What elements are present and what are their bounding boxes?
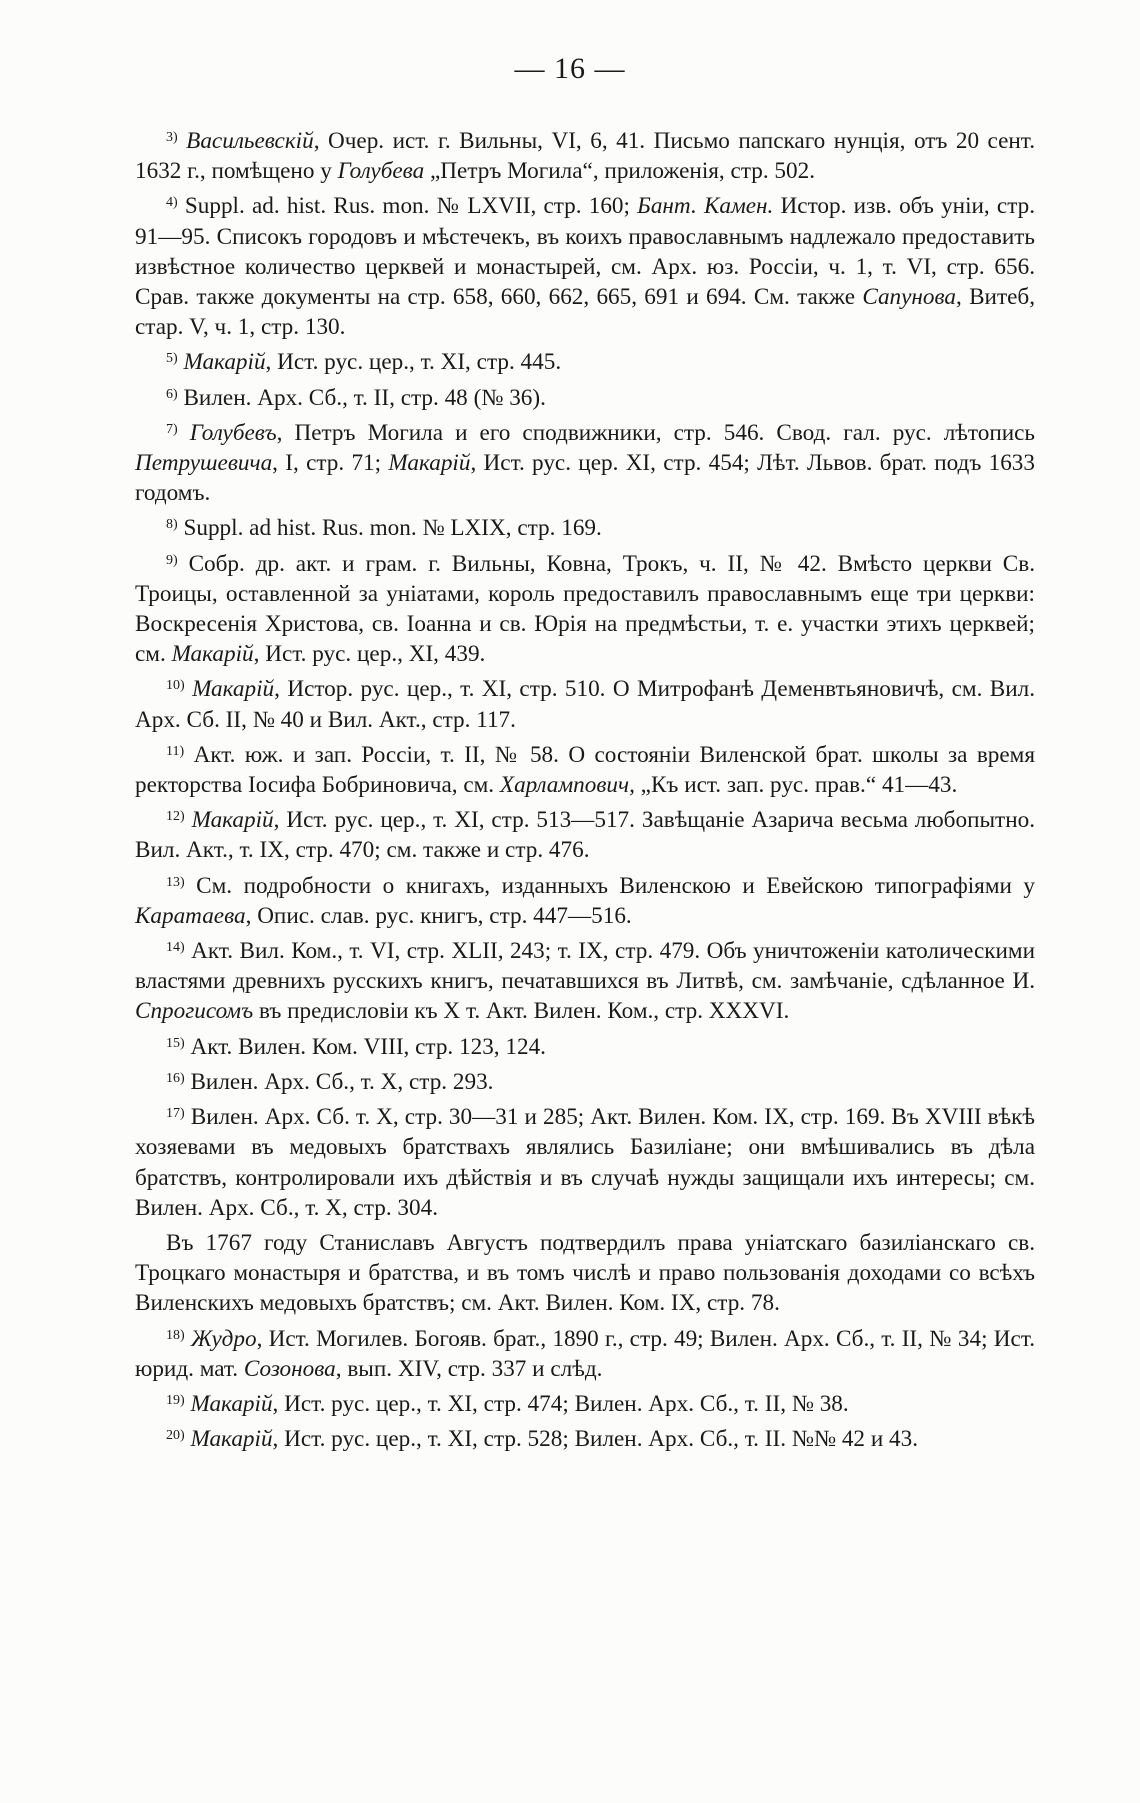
footnote-marker: $^8$ ) bbox=[166, 517, 178, 532]
footnote-author: Бант. Камен. bbox=[637, 193, 774, 220]
footnote-9 bbox=[135, 549, 1035, 670]
footnote-marker: $^9$ ) bbox=[166, 553, 178, 568]
footnote-text: , Ист. рус. цер., XI, 439. bbox=[253, 641, 486, 668]
footnote-author: Макарій bbox=[190, 1426, 273, 1453]
footnote-text: , Ист. рус. цер. XI, стр. 454; Лѣт. Львов. брат. подъ 1633 годомъ. bbox=[135, 450, 1035, 507]
footnote-19 bbox=[135, 1389, 1035, 1419]
footnote-author: Петрушевича bbox=[135, 450, 273, 477]
footnote-text: Suppl. ad hist. Rus. mon. № LXIX, стр. 169. bbox=[183, 515, 602, 542]
footnote-marker: $^{13}$ ) bbox=[166, 875, 185, 890]
footnote-text: въ предисловіи къ X т. Акт. Вилен. Ком., стр. XXXVI. bbox=[253, 998, 790, 1025]
footnote-author: Макарій bbox=[388, 450, 471, 477]
footnote-text: См. подробности о книгахъ, изданныхъ Виленскою и Евейскою типографіями у bbox=[196, 872, 1035, 899]
footnote-marker: $^4$ ) bbox=[166, 195, 178, 210]
footnote-14 bbox=[135, 936, 1035, 1027]
footnote-text: , Ист. Могилев. Богояв. брат., 1890 г., стр. 49; Вилен. Арх. Сб., т. II, № 34; Ист. юрид. мат. bbox=[135, 1325, 1036, 1382]
footnote-text: , I, стр. 71; bbox=[272, 450, 389, 477]
footnote-marker: $^{11}$ ) bbox=[166, 744, 184, 759]
footnote-author: Каратаева bbox=[135, 902, 246, 929]
footnotes-block bbox=[135, 126, 1035, 1459]
footnote-marker: $^{14}$ ) bbox=[166, 940, 185, 955]
footnote-marker: $^7$ ) bbox=[166, 422, 178, 437]
footnote-marker: $^5$ ) bbox=[166, 351, 178, 366]
footnote-text: Акт. юж. и зап. Россіи, т. II, № 58. О состояніи Виленской брат. школы за время ректорства Іосифа Бобриновича, см. bbox=[135, 741, 1035, 799]
footnote-text: Собр. др. акт. и грам. г. Вильны, Ковна, Трокъ, ч. II, № 42. Вмѣсто церкви Св. Троицы, оставленной за уніатами, король предоставилъ православнымъ еще три церкви: Воскресенія Христова, св. Іоанна и св. Юрія на предмѣстьи, т. е. участки этихъ церквей; см. bbox=[135, 550, 1035, 668]
footnote-author: Макарій bbox=[190, 1390, 273, 1417]
footnote-continuation bbox=[135, 1228, 1035, 1319]
footnote-author: Васильевскій bbox=[186, 128, 314, 154]
footnote-marker: $^6$ ) bbox=[166, 387, 178, 402]
footnote-10 bbox=[135, 674, 1035, 734]
footnote-marker: $^{10}$ ) bbox=[166, 678, 185, 693]
footnote-text: , вып. XIV, стр. 337 и слѣд. bbox=[335, 1355, 603, 1382]
footnote-18 bbox=[135, 1324, 1035, 1384]
footnote-text: , Ист. рус. цер., т. XI, стр. 474; Вилен. Арх. Сб., т. II, № 38. bbox=[272, 1390, 849, 1417]
footnote-marker: $^{17}$ ) bbox=[166, 1106, 185, 1121]
footnote-author: Макарій bbox=[192, 676, 275, 703]
footnote-13 bbox=[135, 871, 1035, 931]
footnote-20 bbox=[135, 1424, 1035, 1454]
footnote-marker: $^{19}$ ) bbox=[166, 1393, 185, 1408]
footnote-text: , Ист. рус. цер., т. XI, стр. 445. bbox=[265, 349, 562, 376]
footnote-author: Спрогисомъ bbox=[135, 998, 254, 1025]
footnote-author: Макарій bbox=[183, 349, 266, 376]
footnote-text: Вилен. Арх. Сб., т. II, стр. 48 (№ 36). bbox=[183, 384, 546, 411]
footnote-text: , Петръ Могила и его сподвижники, стр. 546. Свод. гал. рус. лѣтопись bbox=[276, 419, 1035, 446]
footnote-15 bbox=[135, 1032, 1035, 1062]
footnote-16 bbox=[135, 1067, 1035, 1097]
footnote-11 bbox=[135, 740, 1035, 800]
footnote-author: Сапунова bbox=[862, 284, 957, 311]
footnote-text: Вилен. Арх. Сб., т. X, стр. 293. bbox=[190, 1068, 494, 1095]
footnote-text: Акт. Вилен. Ком. VIII, стр. 123, 124. bbox=[190, 1033, 546, 1060]
footnote-text: , Истор. рус. цер., т. XI, стр. 510. О Митрофанѣ Деменвтьяновичѣ, см. Вил. Арх. Сб. II, № 40 и Вил. Акт., стр. 117. bbox=[135, 676, 1035, 733]
footnote-text: „Петръ Могила“, приложенія, стр. 502. bbox=[424, 158, 816, 185]
footnote-4 bbox=[135, 191, 1035, 342]
footnote-marker: $^{15}$ ) bbox=[166, 1036, 185, 1051]
footnote-author: Макарій bbox=[191, 807, 274, 834]
footnote-author: Харлампович, bbox=[499, 772, 635, 799]
footnote-text: Акт. Вил. Ком., т. VI, стр. XLII, 243; т. IX, стр. 479. Объ уничтоженіи католическими властями древнихъ русскихъ книгъ, печатавшихся въ Литвѣ, см. замѣчаніе, сдѣланное И. bbox=[135, 938, 1035, 995]
footnote-text: , Очер. ист. г. Вильны, VI, 6, 41. Письмо папскаго нунція, отъ 20 сент. 1632 г., помѣщено у bbox=[135, 128, 1035, 185]
footnote-author: Жудро bbox=[190, 1325, 257, 1352]
footnote-3 bbox=[135, 126, 1035, 186]
footnote-6 bbox=[135, 383, 1035, 413]
footnote-17 bbox=[135, 1102, 1035, 1223]
footnote-text: , Ист. рус. цер., т. XI, стр. 528; Вилен. Арх. Сб., т. II. №№ 42 и 43. bbox=[272, 1426, 919, 1453]
footnote-5 bbox=[135, 347, 1035, 377]
footnote-marker: $^{18}$ ) bbox=[166, 1328, 185, 1343]
footnote-author: Созонова bbox=[243, 1355, 336, 1382]
footnote-text: Вилен. Арх. Сб. т. X, стр. 30—31 и 285; Акт. Вилен. Ком. IX, стр. 169. Въ XVIII вѣкѣ хозяевами въ медовыхъ братствахъ являлись Базиліане; они вмѣшивались въ дѣла братствъ, контролировали ихъ дѣйствія и въ случаѣ нужды защищали ихъ интересы; см. Вилен. Арх. Сб., т. X, стр. 304. bbox=[135, 1104, 1035, 1221]
footnote-8 bbox=[135, 513, 1035, 543]
footnote-marker: $^3$ ) bbox=[166, 130, 178, 145]
footnote-text: , Ист. рус. цер., т. XI, стр. 513—517. Завѣщаніе Азарича весьма любопытно. Вил. Акт., т. IX, стр. 470; см. также и стр. 476. bbox=[135, 807, 1035, 864]
page-number: — 16 — bbox=[514, 52, 626, 85]
footnote-marker: $^{12}$ ) bbox=[166, 809, 185, 824]
footnote-author: Голубева bbox=[337, 158, 425, 185]
footnote-text: Въ 1767 году Станиславъ Августъ подтвердилъ права уніатскаго базиліанскаго св. Троцкаго монастыря и братства, и въ томъ числѣ и право пользованія доходами со всѣхъ Виленскихъ медовыхъ братствъ; см. Акт. Вилен. Ком. IX, стр. 78. bbox=[135, 1229, 1035, 1317]
footnote-text: Suppl. ad. hist. Rus. mon. № LXVII, стр. 160; bbox=[184, 193, 638, 220]
footnote-author: Голубевъ bbox=[189, 419, 277, 446]
footnote-marker: $^{20}$ ) bbox=[166, 1428, 185, 1443]
footnote-text: , Опис. слав. рус. книгъ, стр. 447—516. bbox=[245, 902, 632, 929]
footnote-7 bbox=[135, 418, 1035, 509]
footnote-author: Макарій bbox=[171, 641, 254, 668]
footnote-12 bbox=[135, 805, 1035, 865]
footnote-text: „Къ ист. зап. рус. прав.“ 41—43. bbox=[634, 772, 958, 799]
footnote-text: Истор. изв. объ уніи, стр. 91—95. Списокъ городовъ и мѣстечекъ, въ коихъ православнымъ надлежало предоставить извѣстное количество церквей и монастырей, см. Арх. юз. Россіи, ч. 1, т. VI, стр. 656. Срав. также документы на стр. 658, 660, 662, 665, 691 и 694. См. также bbox=[135, 193, 1036, 311]
footnote-text: , Витеб, стар. V, ч. 1, стр. 130. bbox=[135, 284, 1035, 341]
footnote-marker: $^{16}$ ) bbox=[166, 1071, 185, 1086]
